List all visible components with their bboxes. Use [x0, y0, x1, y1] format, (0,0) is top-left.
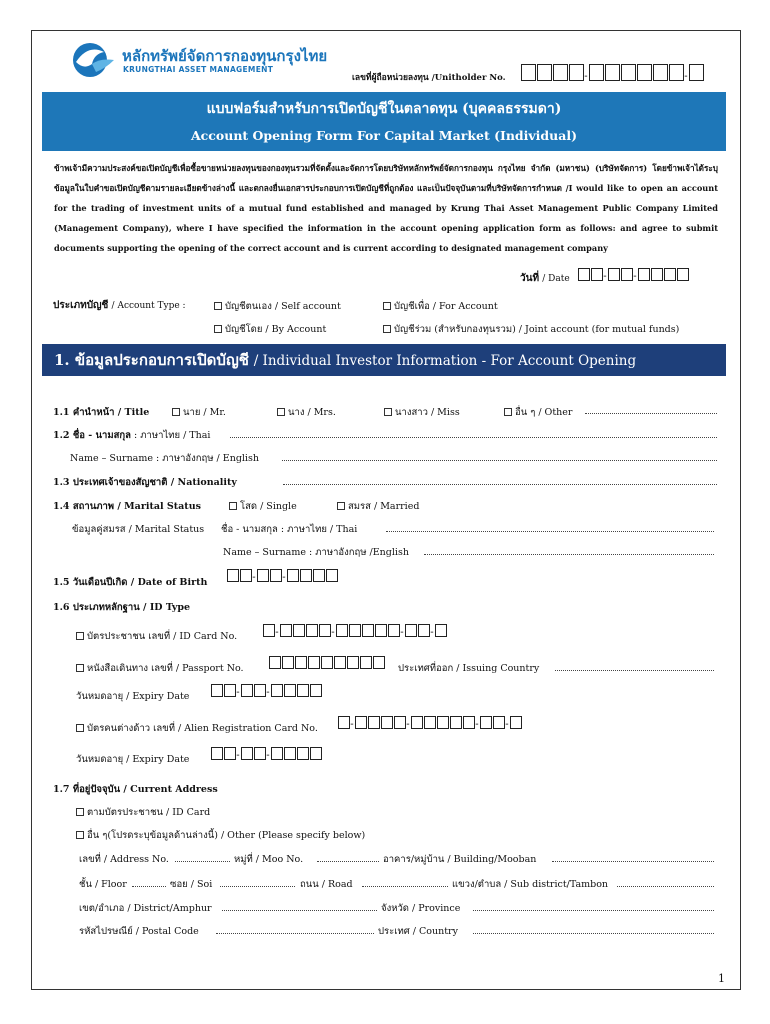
- section1-title-english: / Individual Investor Information - For Account Opening: [253, 353, 637, 369]
- account-type-label-english: / Account Type :: [111, 301, 186, 311]
- title-other-line[interactable]: [585, 405, 717, 414]
- marital-option-single[interactable]: โสด / Single: [229, 499, 297, 514]
- address-no-label: เลขที่ / Address No.: [79, 854, 169, 865]
- dob-label: 1.5 วันเดือนปีเกิด / Date of Birth: [53, 577, 208, 588]
- checkbox[interactable]: [383, 302, 391, 310]
- checkbox[interactable]: [277, 408, 285, 416]
- date-label-english: / Date: [542, 274, 570, 284]
- alien-expiry-boxes[interactable]: - -: [210, 747, 322, 761]
- account-type-label: [53, 298, 186, 313]
- passport-option[interactable]: หนังสือเดินทาง เลขที่ / Passport No.: [76, 661, 244, 676]
- date-label-thai: วันที่: [520, 273, 540, 284]
- moo-no-label: หมู่ที่ / Moo No.: [234, 854, 304, 865]
- issuing-country-line[interactable]: [555, 662, 714, 671]
- id-card-option[interactable]: บัตรประชาชน เลขที่ / ID Card No.: [76, 629, 237, 644]
- postal-label: รหัสไปรษณีย์ / Postal Code: [79, 926, 199, 937]
- moo-no-line[interactable]: [317, 853, 379, 862]
- spouse-name-thai-line[interactable]: [386, 523, 714, 532]
- building-line[interactable]: [552, 853, 714, 862]
- alien-card-option[interactable]: บัตรคนต่างด้าว เลขที่ / Alien Registration Card No.: [76, 721, 318, 736]
- intro-paragraph: ข้าพเจ้ามีความประสงค์ขอเปิดบัญชีเพื่อซื้อขายหน่วยลงทุนของกองทุนรวมที่จัดตั้งและจัดการโดยบริษัทหลักทรัพย์จัดการกองทุน กรุงไทย จำกัด (มหาชน) (บริษัทจัดการ) โดยข้าพเจ้าได้ระบุข้อมูลในใบคำขอเปิดบัญชีตามรายละเอียดข้างล่างนี้ และตกลงยื่นเอกสารประกอบการเปิดบัญชีที่ถูกต้อง และเป็นปัจจุบันตามที่บริษัทจัดการกำหนด /I would like to open an account for the trading of investment units of a mutual fund established and managed by Krung Thai Asset Management Public Company Limited (Management Company), where I have specified the information in the account opening application form as follows: and agree to submit documents supporting the opening of the correct account and is current according to designated management company: [54, 163, 718, 253]
- checkbox[interactable]: [76, 664, 84, 672]
- passport-expiry-label: วันหมดอายุ / Expiry Date: [76, 691, 190, 702]
- checkbox[interactable]: [504, 408, 512, 416]
- floor-line[interactable]: [132, 878, 166, 887]
- address-label: 1.7 ที่อยู่ปัจจุบัน / Current Address: [53, 784, 218, 795]
- road-label: ถนน / Road: [300, 879, 353, 890]
- id-card-boxes[interactable]: - - - -: [262, 624, 447, 638]
- alien-expiry-label: วันหมดอายุ / Expiry Date: [76, 754, 190, 765]
- unitholder-label: เลขที่ผู้ถือหน่วยลงทุน /Unitholder No.: [352, 73, 506, 83]
- title-option-miss[interactable]: นางสาว / Miss: [384, 405, 460, 420]
- checkbox[interactable]: [76, 632, 84, 640]
- date-field: [520, 271, 570, 286]
- district-label: เขต/อำเภอ / District/Amphur: [79, 903, 212, 914]
- country-line[interactable]: [473, 925, 714, 934]
- address-option-idcard[interactable]: ตามบัตรประชาชน / ID Card: [76, 805, 210, 820]
- floor-label: ชั้น / Floor: [79, 879, 127, 890]
- road-line[interactable]: [362, 878, 448, 887]
- checkbox[interactable]: [383, 325, 391, 333]
- logo-thai-text: หลักทรัพย์จัดการกองทุนกรุงไทย: [122, 47, 328, 65]
- name-thai-label: 1.2 ชื่อ - นามสกุล : ภาษาไทย / Thai: [53, 430, 211, 441]
- checkbox[interactable]: [172, 408, 180, 416]
- dob-boxes[interactable]: - -: [226, 569, 338, 583]
- marital-option-married[interactable]: สมรส / Married: [337, 499, 419, 514]
- unitholder-number-boxes[interactable]: - -: [520, 64, 704, 82]
- account-option-joint[interactable]: บัญชีร่วม (สำหรับกองทุนรวม) / Joint account (for mutual funds): [383, 322, 679, 337]
- logo-english-text: KRUNGTHAI ASSET MANAGEMENT: [123, 65, 274, 74]
- issuing-country-label: ประเทศที่ออก / Issuing Country: [398, 663, 540, 674]
- spouse-name-thai-label: ชื่อ - นามสกุล : ภาษาไทย / Thai: [221, 524, 358, 535]
- form-title-banner: [42, 92, 726, 151]
- province-label: จังหวัด / Province: [381, 903, 461, 914]
- title-option-mrs[interactable]: นาง / Mrs.: [277, 405, 336, 420]
- form-title-thai: แบบฟอร์มสำหรับการเปิดบัญชีในตลาดทุน (บุคคลธรรมดา): [206, 101, 562, 117]
- checkbox[interactable]: [76, 808, 84, 816]
- checkbox[interactable]: [214, 325, 222, 333]
- soi-label: ซอย / Soi: [170, 879, 213, 890]
- nationality-label: 1.3 ประเทศเจ้าของสัญชาติ / Nationality: [53, 477, 237, 488]
- spouse-name-english-line[interactable]: [424, 546, 714, 555]
- soi-line[interactable]: [220, 878, 295, 887]
- subdistrict-label: แขวง/ตำบล / Sub district/Tambon: [452, 879, 609, 890]
- country-label: ประเทศ / Country: [378, 926, 458, 937]
- spouse-name-english-label: Name – Surname : ภาษาอังกฤษ /English: [223, 547, 409, 558]
- checkbox[interactable]: [384, 408, 392, 416]
- account-type-label-thai: ประเภทบัญชี: [53, 300, 109, 311]
- alien-card-boxes[interactable]: - - - -: [337, 716, 522, 730]
- passport-boxes[interactable]: [268, 656, 385, 670]
- checkbox[interactable]: [214, 302, 222, 310]
- building-label: อาคาร/หมู่บ้าน / Building/Mooban: [383, 854, 537, 865]
- subdistrict-line[interactable]: [617, 878, 714, 887]
- title-label: 1.1 คำนำหน้า / Title: [53, 407, 150, 418]
- district-line[interactable]: [222, 902, 377, 911]
- title-option-other[interactable]: อื่น ๆ / Other: [504, 405, 572, 420]
- logo-bird-icon: [70, 40, 120, 80]
- account-option-self[interactable]: บัญชีตนเอง / Self account: [214, 299, 341, 314]
- address-option-other[interactable]: อื่น ๆ(โปรดระบุข้อมูลด้านล่างนี้) / Other (Please specify below): [76, 828, 365, 843]
- id-type-label: 1.6 ประเภทหลักฐาน / ID Type: [53, 602, 191, 613]
- account-option-by[interactable]: บัญชีโดย / By Account: [214, 322, 326, 337]
- nationality-line[interactable]: [283, 476, 717, 485]
- checkbox[interactable]: [337, 502, 345, 510]
- name-english-line[interactable]: [282, 452, 717, 461]
- address-no-line[interactable]: [175, 853, 230, 862]
- province-line[interactable]: [473, 902, 714, 911]
- account-option-for[interactable]: บัญชีเพื่อ / For Account: [383, 299, 498, 314]
- spouse-info-label: ข้อมูลคู่สมรส / Marital Status: [72, 524, 205, 535]
- date-boxes[interactable]: - -: [577, 268, 689, 282]
- checkbox[interactable]: [76, 724, 84, 732]
- checkbox[interactable]: [229, 502, 237, 510]
- checkbox[interactable]: [76, 831, 84, 839]
- title-option-mr[interactable]: นาย / Mr.: [172, 405, 226, 420]
- section1-header: [42, 344, 726, 376]
- section1-title-thai: 1. ข้อมูลประกอบการเปิดบัญชี: [54, 351, 249, 369]
- form-title-english: Account Opening Form For Capital Market (Individual): [190, 128, 578, 143]
- passport-expiry-boxes[interactable]: - -: [210, 684, 322, 698]
- name-english-label: Name – Surname : ภาษาอังกฤษ / English: [70, 453, 259, 464]
- postal-line[interactable]: [216, 925, 374, 934]
- marital-label: 1.4 สถานภาพ / Marital Status: [53, 501, 201, 512]
- name-thai-line[interactable]: [230, 429, 717, 438]
- page-number: 1: [718, 972, 725, 985]
